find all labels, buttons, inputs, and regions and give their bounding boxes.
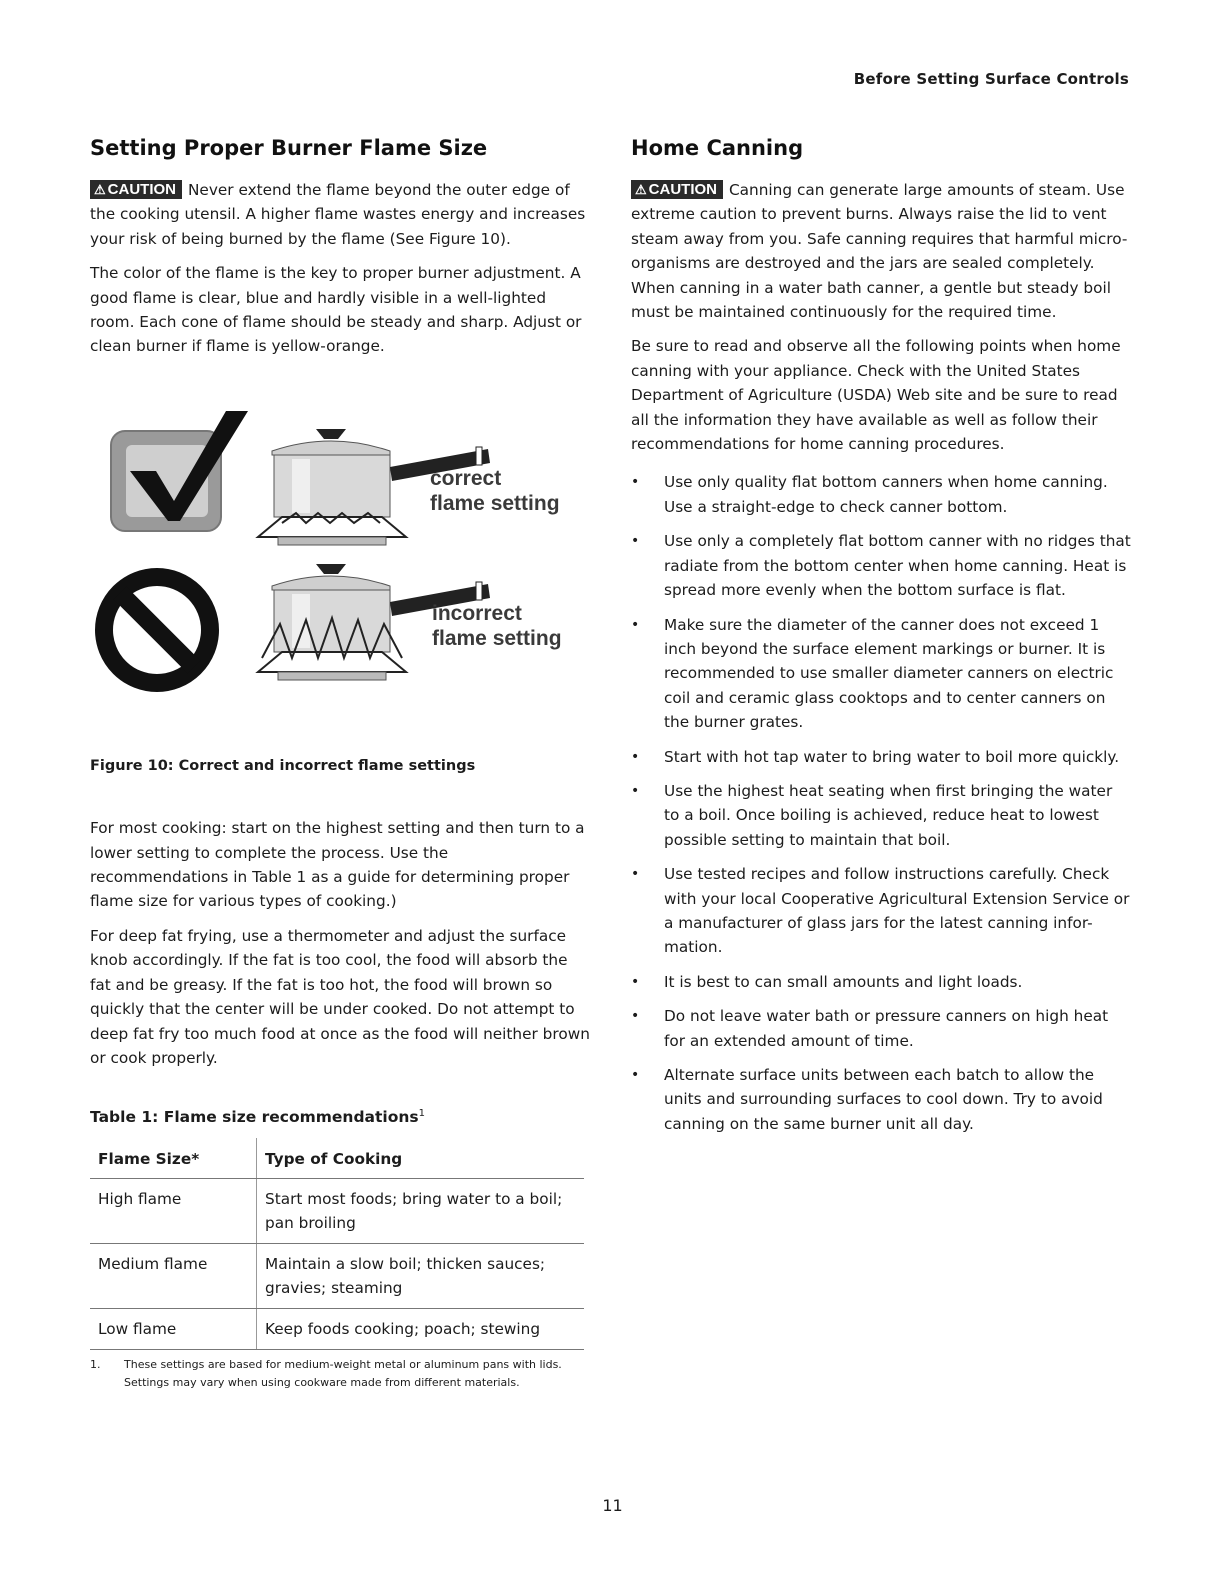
paragraph-deep-fat-frying: For deep fat frying, use a thermometer and adjust the surface knob accordingly. If the fat is too cool, the food will absorb the fat and be greasy. If the fat is too hot, the food will brown so quickly that the center will be under cooked. Do not attempt to deep fat fry too much food at once as the food will neither brown or cook properly. <box>90 926 590 1067</box>
paragraph-most-cooking: For most cooking: start on the highest setting and then turn to a lower setting to complete the process. Use the recommendations in Table 1 as a guide for determining proper flame size for various types of cooking.) <box>90 819 585 911</box>
list-item: • Make sure the diameter of the canner does not exceed 1 inch beyond the surface element markings or burner. It is recommended to use smaller diameter canners on electric coil and ceramic glass cooktops and to center canners on the burner grates. <box>631 613 1131 735</box>
bullet-icon: • <box>631 1008 640 1025</box>
bullet-icon: • <box>631 616 640 633</box>
correct-label-line1: correct <box>430 466 502 490</box>
correct-flame-label <box>430 466 560 516</box>
bullet-icon: • <box>631 1067 640 1083</box>
page-number: 11 <box>602 1496 623 1515</box>
list-item: • Use tested recipes and follow instructions carefully. Check with your local Cooperative Agricultural Extension Service or a manufacturer of glass jars for the latest canning infor-mation. <box>631 862 1131 960</box>
table-caption: Table 1: Flame size recommendations$^1$ <box>90 1108 426 1127</box>
warning-triangle-icon: ⚠ <box>94 182 106 197</box>
column-header-flame-size: Flame Size* <box>90 1138 257 1179</box>
list-item: • Do not leave water bath or pressure canners on high heat for an extended amount of time. <box>631 1004 1131 1053</box>
list-item: • It is best to can small amounts and light loads. <box>631 970 1131 994</box>
caution-paragraph-canning <box>631 178 1131 324</box>
table-footnote <box>90 1356 590 1392</box>
bullet-icon: • <box>631 533 640 550</box>
table-cell: Low flame <box>90 1309 257 1350</box>
table-row <box>90 1309 584 1350</box>
table-cell: High flame <box>90 1179 257 1244</box>
table-caption-footnote-ref: 1 <box>418 1108 426 1120</box>
caution-text: Canning can generate large amounts of steam. Use extreme caution to prevent burns. Always raise the lid to vent steam away from you. Safe canning requires that harmful micro-organisms are destroyed and the jars are sealed completely. When canning in a water bath canner, a gentle but steady boil must be maintained continuously for the required time. <box>631 181 1128 322</box>
checkmark-icon <box>108 409 248 539</box>
list-item: • Use only a completely flat bottom canner with no ridges that radiate from the bottom center when home canning. Heat is spread more evenly when the bottom surface is flat. <box>631 529 1131 602</box>
figure-caption: Figure 10: Correct and incorrect flame settings <box>90 757 476 774</box>
list-item: • Use only quality flat bottom canners when home canning. Use a straight-edge to check canner bottom. <box>631 470 1131 519</box>
right-column <box>631 136 1131 1146</box>
running-header: Before Setting Surface Controls <box>853 70 1129 88</box>
list-item: • Start with hot tap water to bring water to boil more quickly. <box>631 745 1131 769</box>
column-header-type-of-cooking: Type of Cooking <box>257 1138 585 1179</box>
correct-label-line2: flame setting <box>430 491 560 515</box>
bullet-icon: • <box>631 973 640 990</box>
incorrect-flame-label <box>432 601 562 651</box>
table-cell: Keep foods cooking; poach; stewing <box>257 1309 585 1350</box>
canning-guidelines-list <box>631 470 1131 1136</box>
bullet-icon: • <box>631 782 640 799</box>
warning-triangle-icon: ⚠ <box>635 182 647 197</box>
left-column <box>90 136 590 1392</box>
flame-size-table <box>90 1138 584 1350</box>
caution-text: Never extend the flame beyond the outer edge of the cooking utensil. A higher flame wastes energy and increases your risk of being burned by the flame (See Figure 10). <box>90 181 586 248</box>
table-cell: Maintain a slow boil; thicken sauces; gravies; steaming <box>257 1244 585 1309</box>
table-cell: Start most foods; bring water to a boil; pan broiling <box>257 1179 585 1244</box>
figure-10 <box>90 409 590 754</box>
paragraph-flame-color: The color of the flame is the key to proper burner adjustment. A good flame is clear, blue and hardly visible in a well-lighted room. Each cone of flame should be steady and sharp. Adjust or clean burner if flame is yellow-orange. <box>90 264 582 356</box>
table-row <box>90 1244 584 1309</box>
prohibited-icon <box>94 567 220 693</box>
caution-paragraph-flame <box>90 178 590 251</box>
section-heading-flame-size: Setting Proper Burner Flame Size <box>90 136 488 160</box>
bullet-icon: • <box>631 866 640 883</box>
footnote-number: 1. <box>90 1358 101 1372</box>
table-cell: Medium flame <box>90 1244 257 1309</box>
caution-badge: ⚠ CAUTION <box>631 180 723 199</box>
table-row <box>90 1179 584 1244</box>
list-item: • Use the highest heat seating when first bringing the water to a boil. Once boiling is achieved, reduce heat to lowest possible setting to maintain that boil. <box>631 779 1131 852</box>
list-item: • Alternate surface units between each batch to allow the units and surrounding surfaces to cool down. Try to avoid canning on the same burner unit all day. <box>631 1063 1131 1136</box>
table-header-row <box>90 1138 584 1179</box>
caution-badge: ⚠ CAUTION <box>90 180 182 199</box>
bullet-icon: • <box>631 474 640 491</box>
bullet-icon: • <box>631 748 640 765</box>
section-heading-home-canning: Home Canning <box>631 136 804 160</box>
paragraph-canning-intro: Be sure to read and observe all the following points when home canning with your appliance. Check with the United States Department of Agriculture (USDA) Web site and be sure to read all the information they have available as well as follow their recommendations for home canning procedures. <box>631 337 1121 454</box>
incorrect-label-line1: incorrect <box>432 601 522 625</box>
incorrect-label-line2: flame setting <box>432 626 562 650</box>
footnote-text: These settings are based for medium-weight metal or aluminum pans with lids. Settings may vary when using cookware made from different materials. <box>124 1358 562 1390</box>
